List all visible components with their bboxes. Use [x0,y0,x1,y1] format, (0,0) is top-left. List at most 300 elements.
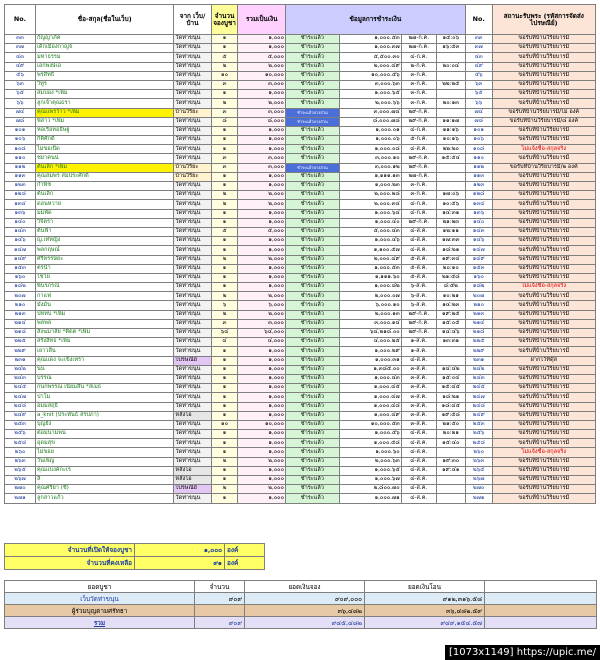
row-paid-amount: ๑,๐๐๐.๕๓ [339,35,401,44]
row-no: ๒๑๘ [5,329,36,338]
row-no: ๒๑๐ [5,301,36,310]
totals-donation-amount: ๓๖,๔๘๒ [245,605,365,617]
row-paid-date: ๓-ก.ค. [401,80,436,89]
row-delivery-status: ขอรับที่บ้านวิริยบารมี [492,172,595,181]
row-paid-date: ๖-ส.ค. [401,301,436,310]
row-paid-amount: ๒,๐๐๐.๑๓ [339,310,401,319]
row-amount: ๑,๐๐๐ [238,90,286,99]
row-qty: ๑ [211,145,238,154]
row-paid-time: ๑๙:๔๑ [436,466,465,475]
row-amount: ๑,๐๐๐ [238,411,286,420]
row-delivery-status: ขอรับที่บ้านวิริยบารมี [492,35,595,44]
row-name: นน [35,365,173,374]
row-delivery-status: ขอรับที่บ้านวิริยบารมี [492,227,595,236]
row-name: a_knit (ประพันธ์ สรปภา) [35,411,173,420]
row-no: ๒๗๑ [5,494,36,503]
table-row [5,301,596,310]
row-no-repeat: ๒๔๓ [465,374,492,383]
row-name: มังมัน [35,301,173,310]
table-row [5,365,596,374]
row-amount: ๑,๐๐๐ [238,44,286,53]
row-qty: ๑ [211,264,238,273]
row-paid-status: ชำระแล้ว [285,80,339,89]
row-paid-date: ๓-ก.ค. [401,99,436,108]
row-no-repeat: ๑๕๓ [465,264,492,273]
row-from: วัดท่าขนุน [174,494,211,503]
totals-row-donation [5,605,597,617]
table-row [5,35,596,44]
row-paid-status: ชำระแล้ว [285,218,339,227]
table-row [5,430,596,439]
row-paid-amount: ๒,๐๐๐.๔๙ [339,62,401,71]
row-delivery-status: ขอรับที่บ้านวิริยบารมี [492,273,595,282]
row-amount: ๓,๐๐๐ [238,154,286,163]
row-paid-time: ๒๑:๕๘ [436,273,465,282]
row-name: กนกพรรณ เนียมสิน *สเมธ [35,384,173,393]
table-row [5,292,596,301]
row-no-repeat: ๑๔๖ [465,237,492,246]
row-paid-time [436,163,465,172]
row-no: ๒๓๑ [5,356,36,365]
row-paid-status: ชำระแล้ว [285,44,339,53]
row-paid-status: ชำระแล้ว [285,136,339,145]
row-paid-amount: ๑,๐๐๐.๒๙ [339,347,401,356]
row-amount: ๕,๐๐๐ [238,227,286,236]
row-paid-time: ๑๒:๑๑ [436,227,465,236]
row-delivery-status: ไม่แจ้งชื่อ-สกุลจริง [492,448,595,457]
table-row [5,237,596,246]
row-name: ต้นเล็ก *เพิ่ม [35,163,173,172]
row-delivery-status: ขอรับที่บ้านวิริยบารมี [492,246,595,255]
row-amount: ๕,๐๐๐ [238,53,286,62]
row-qty: ๓ [211,80,238,89]
row-amount: ๑,๐๐๐ [238,264,286,273]
row-delivery-status: ขอรับที่บ้านวิริยบารมี [492,209,595,218]
totals-total-label: รวม [5,617,195,629]
row-paid-status: ชำระแล้ว [285,292,339,301]
row-amount: ๑,๐๐๐ [238,347,286,356]
row-from: บ้านวิริยะ [174,163,211,172]
row-qty: ๑ [211,384,238,393]
row-paid-status: ชำระแล้ว [285,126,339,135]
row-no: ๑๓๖ [5,209,36,218]
row-qty: ๓ [211,319,238,328]
open-quota-value: ๑,๐๐๐ [135,544,225,557]
row-amount: ๑,๐๐๐ [238,356,286,365]
row-paid-status: ชำระแล้ว [285,172,339,181]
row-paid-amount: ๑,๑๐๐.๕๗ [339,246,401,255]
row-paid-status: ชำระแล้ว [285,329,339,338]
row-paid-time: ๑๘:๒๑ [436,393,465,402]
row-qty: ๒ [211,457,238,466]
row-paid-amount: ๒,๐๐๐.๒๘ [339,191,401,200]
row-no-repeat: ๒๑๐ [465,301,492,310]
row-name: มหาธรรม [35,53,173,62]
header-name: ชื่อ-สกุล(ชื่อในเว็บ) [35,5,173,35]
row-paid-status: ชำระแล้ว [285,53,339,62]
table-row [5,136,596,145]
row-delivery-status: ขอรับที่บ้านวิริยบารมี [492,485,595,494]
row-paid-date: ๔-ส.ค. [401,494,436,503]
row-qty: ๑ [211,374,238,383]
row-delivery-status: ฝากไว้ที่ดุ๊ส [492,356,595,365]
row-delivery-status: ขอรับที่บ้านวิริยบารมี [492,347,595,356]
row-no: ๒๐๗ [5,292,36,301]
row-qty: ๑ [211,273,238,282]
row-no-repeat: ๒๖๐ [465,448,492,457]
row-no: ๖๖ [5,99,36,108]
row-no-repeat: ๒๔๙ [465,411,492,420]
row-no: ๑๕๓ [5,264,36,273]
row-paid-status: ชำระแล้ว [285,191,339,200]
row-qty: ๓ [211,154,238,163]
row-no: ๒๔๒ [5,365,36,374]
row-no-repeat: ๒๔๕ [465,384,492,393]
row-delivery-status: ขอรับที่บ้านวิริยบารมี [492,301,595,310]
row-paid-date: ๖-ส.ค. [401,283,436,292]
row-paid-amount: ๒,๐๐๐.๓๔ [339,200,401,209]
row-qty: ๑ [211,172,238,181]
row-no-repeat: ๒๖๕ [465,466,492,475]
row-amount: ๑,๐๐๐ [238,374,286,383]
row-qty: ๑ [211,365,238,374]
row-paid-amount: ๔,๐๐๐.๒๕ [339,338,401,347]
remaining-quota-row [5,557,265,570]
row-amount: ๑,๐๐๐ [238,273,286,282]
row-paid-date: ๖-ส.ค. [401,292,436,301]
row-from: วัดท่าขนุน [174,200,211,209]
row-delivery-status: ขอรับที่บ้านวิริยบารมี/๘ องค์ [492,117,595,126]
row-paid-time: ๑๕:๕๔ [436,154,465,163]
totals-donation-count [195,605,245,617]
table-row [5,209,596,218]
row-paid-amount: ๑,๐๐๐.๒๓ [339,182,401,191]
row-paid-time: ๑๙:๓๐ [436,457,465,466]
row-name: กำพืช [35,182,173,191]
row-amount: ๓,๐๐๐ [238,108,286,117]
row-paid-date: ๒๗-ก.ค. [401,44,436,53]
table-row [5,485,596,494]
row-paid-date: ๑-ส.ค. [401,347,436,356]
row-paid-date: ๓-ส.ค. [401,402,436,411]
row-paid-amount: ๑,๐๐๐.๖๕ [339,466,401,475]
row-qty: ๒ [211,200,238,209]
row-from: วัดท่าขนุน [174,145,211,154]
row-from: ไปรษณีย์ [174,485,211,494]
row-delivery-status: ขอรับที่บ้านวิริยบารมี [492,338,595,347]
table-header-row [5,5,596,35]
row-no-repeat: ๒๓๑ [465,356,492,365]
table-row [5,99,596,108]
table-row [5,80,596,89]
table-row [5,466,596,475]
row-qty: ๑ [211,430,238,439]
totals-header-count: จำนวน [195,581,245,593]
row-no: ๒๑๔ [5,319,36,328]
row-amount: ๑,๐๐๐ [238,246,286,255]
row-paid-date: ๔-ส.ค. [401,485,436,494]
row-no-repeat: ๓๓ [465,35,492,44]
row-paid-amount: ๓,๐๐๐.๑๐ [339,154,401,163]
table-row [5,53,596,62]
row-amount: ๑๐,๐๐๐ [238,71,286,80]
row-name: หอเรือทอธิษฐ [35,126,173,135]
row-paid-date: ๒๙-ก.ค. [401,154,436,163]
row-name: ศรีหรรษ์ยะ [35,255,173,264]
row-no-repeat: ๑๑๓ [465,172,492,181]
row-paid-time: ๒๐:๑๓ [436,99,465,108]
row-qty: ๑ [211,356,238,365]
row-paid-status: ชำระแล้ว [285,338,339,347]
row-delivery-status: ขอรับที่บ้านวิริยบารมี [492,457,595,466]
row-paid-date: ๔-ส.ค. [401,356,436,365]
row-no: ๓๓ [5,35,36,44]
row-paid-amount: ๑,๐๐๐.๕๘ [339,439,401,448]
row-paid-time: ๒๐:๐๔ [436,62,465,71]
row-from: วัดท่าขนุน [174,319,211,328]
row-paid-time: ๑๙:๓๔ [436,255,465,264]
row-from: วัดท่าขนุน [174,44,211,53]
row-name: ลี [35,476,173,485]
totals-total-received: ๙๔๙,๑๕๔.๕๗ [365,617,485,629]
row-name: บุญยั่ง [35,420,173,429]
row-from: วัดท่าขนุน [174,338,211,347]
row-name: สมปอง *เพิ่ม [35,90,173,99]
row-no: ๒๔๗ [5,393,36,402]
row-no: ๒๔๕ [5,384,36,393]
row-name: เด็กเมืองกาญจ์ [35,44,173,53]
row-amount: ๒,๐๐๐ [238,255,286,264]
row-delivery-status: ขอรับที่บ้านวิริยบารมี [492,494,595,503]
table-row [5,71,596,80]
row-delivery-status: ขอรับที่บ้านวิริยบารมี [492,136,595,145]
row-paid-amount: ๓,๐๐๐.๑๔ [339,319,401,328]
row-no: ๒๒๙ [5,347,36,356]
row-no: ๒๒๕ [5,338,36,347]
row-paid-time: ๒๐:๒๑ [436,430,465,439]
row-delivery-status: ขอรับที่บ้านวิริยบารมี [492,80,595,89]
row-delivery-status: ขอรับที่บ้านวิริยบารมี [492,329,595,338]
row-name: ลูกสาวแก้ว [35,494,173,503]
row-paid-status: ชำระแล้ว [285,420,339,429]
row-name: พี่สาว *เพิ่ม [35,117,173,126]
row-paid-status: ชำระแล้ว [285,476,339,485]
row-no: ๒๖๕ [5,466,36,475]
row-paid-date: ๒๙-ก.ค. [401,218,436,227]
row-no: ๑๑๒ [5,163,36,172]
row-paid-amount: ๑,๐๐๐.๖๔ [339,209,401,218]
row-from: วัดท่าขนุน [174,283,211,292]
totals-web-blank [485,593,597,605]
row-from: วัดท่าขนุน [174,246,211,255]
row-paid-date: ๒๙-ก.ค. [401,163,436,172]
row-no-repeat: ๒๖๗ [465,476,492,485]
row-no-repeat: ๒๒๕ [465,338,492,347]
row-amount: ๒,๐๐๐ [238,200,286,209]
row-from: วัดท่าขนุน [174,62,211,71]
row-name: คุณสมพร สมประศักดิ์ [35,172,173,181]
row-delivery-status: ขอรับที่บ้านวิริยบารมี [492,476,595,485]
row-qty: ๒ [211,310,238,319]
row-no-repeat: ๒๗๑ [465,494,492,503]
row-paid-date: ๔-ส.ค. [401,145,436,154]
row-paid-status: ชำระแล้ว [285,485,339,494]
row-paid-date: ๔-ก.ค. [401,209,436,218]
totals-donation-blank [485,605,597,617]
row-delivery-status: ขอรับที่บ้านวิริยบารมี [492,90,595,99]
row-qty: ๑ [211,402,238,411]
row-paid-date: ๕-ก.ค. [401,136,436,145]
row-no: ๒๔๙ [5,411,36,420]
row-name: วิทูร [35,80,173,89]
row-paid-time [436,90,465,99]
header-no: No. [5,5,36,35]
row-amount: ๑,๐๐๐ [238,218,286,227]
header-status: สถานะรับพระ (รหัสการจัดส่งไปรษณีย์) [492,5,595,35]
row-paid-time: ๑๕:๐๕ [436,319,465,328]
header-amount: รวมเป็นเงิน [238,5,286,35]
row-amount: ๑,๐๐๐ [238,448,286,457]
table-row [5,163,596,172]
row-paid-date: ๒๗-ก.ค. [401,172,436,181]
row-paid-date: ๒๙-ก.ค. [401,310,436,319]
row-from: วัดท่าขนุน [174,80,211,89]
header-no2: No. [465,5,492,35]
row-paid-time: ๑๙:๒๕ [436,310,465,319]
row-paid-time: ๑๙:๕๘ [436,411,465,420]
row-paid-time: ๑๖:๕๓ [436,44,465,53]
row-paid-status: ชำระแล้ว [285,402,339,411]
row-paid-amount: ๑,๐๐๐.๔๖ [339,237,401,246]
row-delivery-status: ขอรับที่บ้านวิริยบารมี [492,71,595,80]
row-paid-status: ชำระแล้ว [285,90,339,99]
row-qty: ๑๐ [211,420,238,429]
row-from: วัดท่าขนุน [174,154,211,163]
totals-donation-label: ผู้ร่วมบุญตามศรัทธา [5,605,195,617]
row-qty: ๒ [211,292,238,301]
row-paid-amount: ๑,๐๐๐.๓๗ [339,44,401,53]
row-delivery-status: ขอรับที่บ้านวิริยบารมี [492,319,595,328]
row-no-repeat: ๑๐๑ [465,126,492,135]
row-delivery-status: ขอรับที่บ้านวิริยบารมี [492,44,595,53]
row-no: ๖๓ [5,80,36,89]
row-delivery-status: ขอรับที่บ้านวิริยบารมี [492,264,595,273]
row-amount: ๑,๐๐๐ [238,126,286,135]
table-row [5,347,596,356]
row-from: วัดท่าขนุน [174,71,211,80]
row-paid-time: ๒๑:๒๓ [436,218,465,227]
row-qty: ๒ [211,99,238,108]
row-delivery-status: ขอรับที่บ้านวิริยบารมี [492,374,595,383]
row-paid-status: ชำระแล้ว [285,411,339,420]
row-paid-time: ๑๗:๓๓ [436,237,465,246]
row-paid-amount: ๑,๐๐๐.๗๑ [339,494,401,503]
row-qty: ๑ [211,393,238,402]
row-from: วัดท่าขนุน [174,191,211,200]
row-paid-status: ชำระแล้ว [285,255,339,264]
totals-header-row [5,581,597,593]
table-row [5,494,596,503]
row-paid-date: ๓-ส.ค. [401,393,436,402]
row-no-repeat: ๑๘๒ [465,283,492,292]
row-from: วัดท่าขนุน [174,365,211,374]
table-row [5,117,596,126]
row-paid-status: ชำระแล้ว [285,237,339,246]
totals-summary [4,580,597,629]
row-amount: ๒,๐๐๐ [238,292,286,301]
row-from: ไปรษณีย์ [174,356,211,365]
row-paid-status: ชำระแล้วบางส่วน [285,108,339,117]
row-no: ๑๐๘ [5,145,36,154]
row-name: กาแฟ [35,292,173,301]
row-paid-time: ๑๔:๒๓ [436,301,465,310]
row-no-repeat: ๑๐๘ [465,145,492,154]
row-paid-status: ชำระแล้ว [285,246,339,255]
row-no: ๑๖๐ [5,273,36,282]
row-paid-amount: ๖๔,๒๑๘.๐๐ [339,329,401,338]
row-paid-status: ชำระแล้ว [285,439,339,448]
row-amount: ๔,๐๐๐ [238,338,286,347]
row-no-repeat: ๑๒๓ [465,182,492,191]
row-delivery-status: ขอรับที่บ้านวิริยบารมี [492,420,595,429]
row-paid-amount: ๑,๑๑๑.๖๐ [339,273,401,282]
table-row [5,393,596,402]
table-row [5,457,596,466]
table-row [5,310,596,319]
row-no-repeat: ๒๒๙ [465,347,492,356]
row-amount: ๑,๐๐๐ [238,430,286,439]
row-amount: ๒,๐๐๐ [238,457,286,466]
row-name: อุดมสุข [35,439,173,448]
row-name: ลูกเจ้าคุณธรา [35,99,173,108]
table-row [5,200,596,209]
row-paid-amount: ๑,๐๐๐.๕๖ [339,430,401,439]
row-amount: ๑,๐๐๐ [238,209,286,218]
row-paid-time: ๒๒:๒๐ [436,145,465,154]
header-payment: ข้อมูลการชำระเงิน [285,5,465,35]
row-delivery-status: ขอรับที่บ้านวิริยบารมี [492,182,595,191]
row-no-repeat: ๑๔๗ [465,246,492,255]
row-name: ญ.เท่หญิง [35,237,173,246]
row-paid-time [436,172,465,181]
row-delivery-status: ขอรับที่บ้านวิริยบารมี [492,237,595,246]
row-name: ต่อมนามพน [35,430,173,439]
table-row [5,374,596,383]
row-from: วัดท่าขนุน [174,136,211,145]
row-name: ชยาคนน่ [35,154,173,163]
row-no: ๒๔๓ [5,374,36,383]
row-name: มมพัด [35,209,173,218]
row-no: ๑๑๓ [5,172,36,181]
row-paid-status: ชำระแล้ว [285,209,339,218]
row-paid-date: ๔-ส.ค. [401,439,436,448]
row-no-repeat: ๒๖๓ [465,457,492,466]
row-name: คุณแพรว้าว *เพิ่ม [35,108,173,117]
row-paid-time: ๑๗:๐๖ [436,191,465,200]
row-no-repeat: ๑๐๖ [465,136,492,145]
row-paid-status: ชำระแล้ว [285,99,339,108]
row-paid-amount: ๑,๐๐๐.๔๕ [339,384,401,393]
totals-web-amount: ๙๐๙,๐๐๐ [245,593,365,605]
row-qty: ๖ [211,301,238,310]
row-no-repeat: ๒๕๖ [465,430,492,439]
row-from: หลังโอ [174,476,211,485]
row-amount: ๒,๐๐๐ [238,191,286,200]
row-paid-status: ชำระแล้ว [285,71,339,80]
table-row [5,182,596,191]
row-paid-date: ๒๙-ก.ค. [401,329,436,338]
row-paid-status: ชำระแล้ว [285,393,339,402]
